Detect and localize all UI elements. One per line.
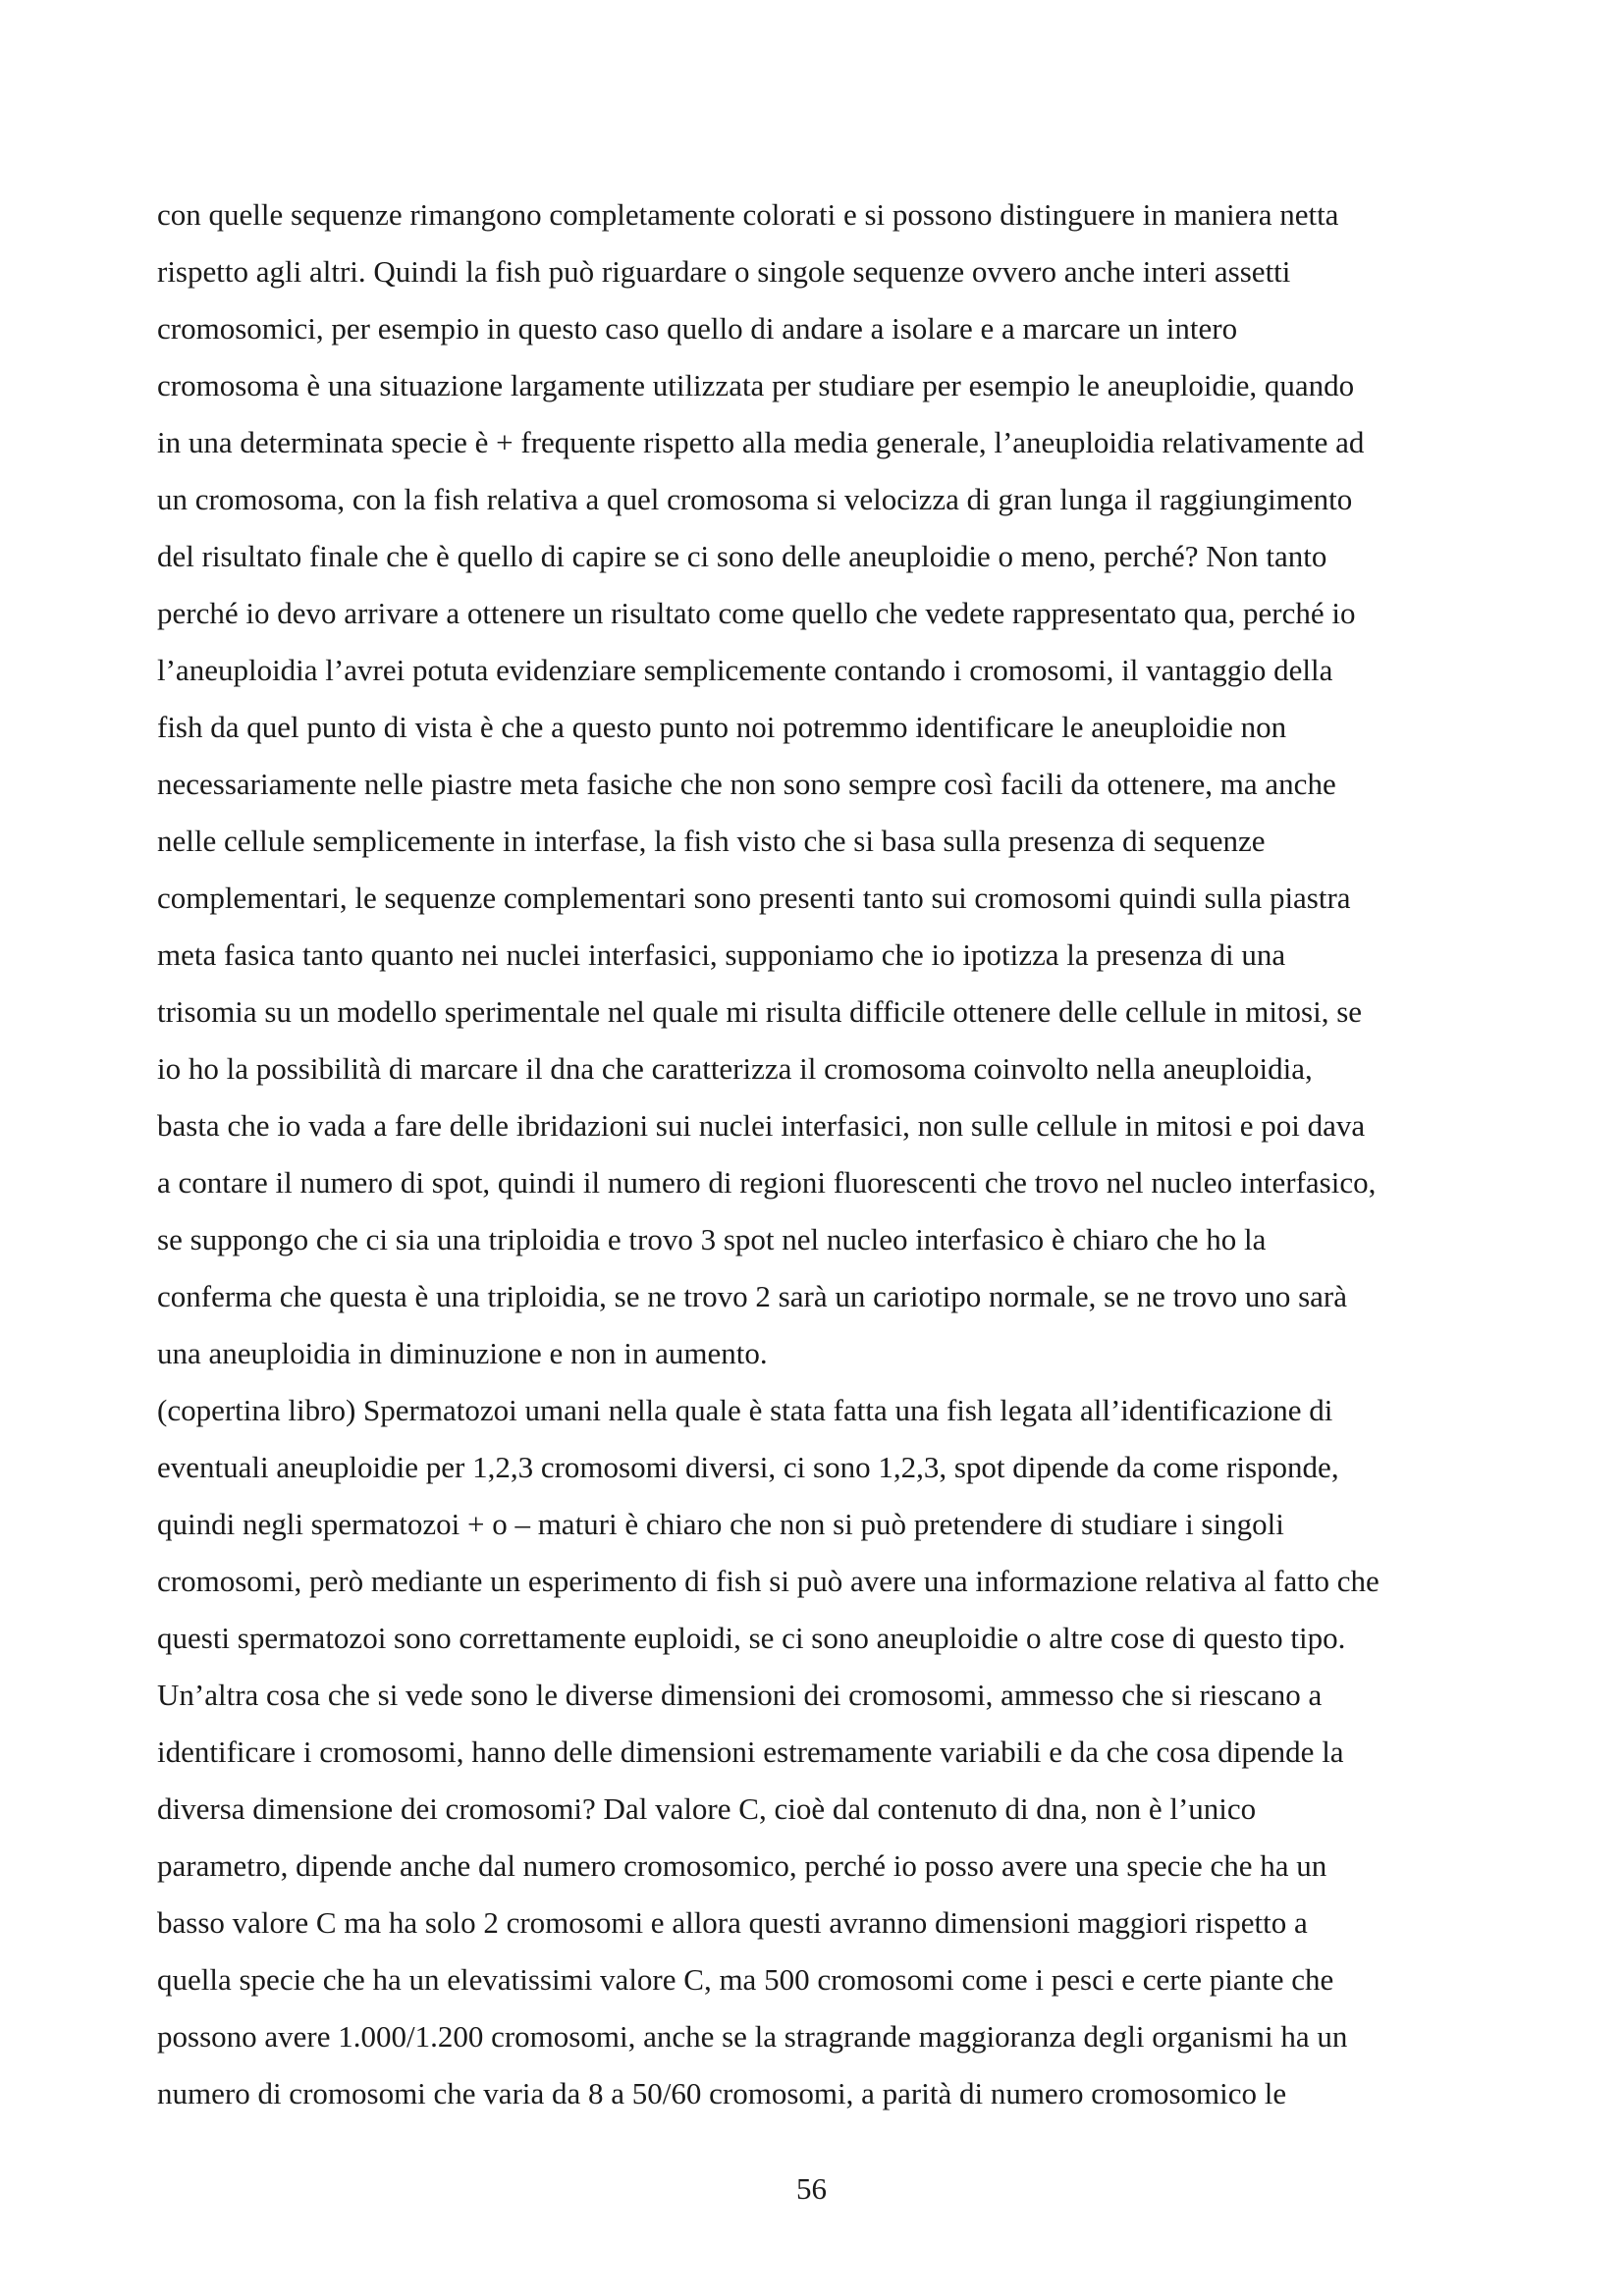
text-line: quella specie che ha un elevatissimi valore C, ma 500 cromosomi come i pesci e certe piante che: [157, 1962, 1334, 1997]
text-line: basta che io vada a fare delle ibridazioni sui nuclei interfasici, non sulle cellule in mitosi e poi dava: [157, 1108, 1366, 1143]
text-line: conferma che questa è una triploidia, se ne trovo 2 sarà un cariotipo normale, se ne trovo uno sarà: [157, 1279, 1348, 1313]
text-line: cromosomi, però mediante un esperimento di fish si può avere una informazione relativa al fatto che: [157, 1564, 1380, 1598]
text-line: perché io devo arrivare a ottenere un risultato come quello che vedete rappresentato qua, perché io: [157, 596, 1356, 630]
text-line: cromosomici, per esempio in questo caso quello di andare a isolare e a marcare un intero: [157, 311, 1238, 346]
text-line: parametro, dipende anche dal numero cromosomico, perché io posso avere una specie che ha un: [157, 1848, 1327, 1883]
text-line: numero di cromosomi che varia da 8 a 50/60 cromosomi, a parità di numero cromosomico le: [157, 2076, 1287, 2110]
text-line: quindi negli spermatozoi + o – maturi è chiaro che non si può pretendere di studiare i singoli: [157, 1507, 1284, 1541]
text-line: Un’altra cosa che si vede sono le diverse dimensioni dei cromosomi, ammesso che si riescano a: [157, 1678, 1323, 1712]
text-line: se suppongo che ci sia una triploidia e trovo 3 spot nel nucleo interfasico è chiaro che ho la: [157, 1222, 1267, 1256]
text-line: del risultato finale che è quello di capire se ci sono delle aneuploidie o meno, perché? Non tanto: [157, 539, 1327, 573]
text-line: questi spermatozoi sono correttamente euploidi, se ci sono aneuploidie o altre cose di questo tipo.: [157, 1621, 1346, 1655]
text-line: necessariamente nelle piastre meta fasiche che non sono sempre così facili da ottenere, ma anche: [157, 767, 1336, 801]
text-line: complementari, le sequenze complementari sono presenti tanto sui cromosomi quindi sulla piastra: [157, 881, 1351, 915]
text-line: meta fasica tanto quanto nei nuclei interfasici, supponiamo che io ipotizza la presenza di una: [157, 937, 1286, 972]
text-line: identificare i cromosomi, hanno delle dimensioni estremamente variabili e da che cosa dipende la: [157, 1735, 1344, 1769]
text-line: trisomia su un modello sperimentale nel quale mi risulta difficile ottenere delle cellule in mitosi, se: [157, 994, 1363, 1029]
text-line: l’aneuploidia l’avrei potuta evidenziare semplicemente contando i cromosomi, il vantaggio della: [157, 653, 1333, 687]
text-line: diversa dimensione dei cromosomi? Dal valore C, cioè dal contenuto di dna, non è l’unico: [157, 1791, 1257, 1826]
text-line: un cromosoma, con la fish relativa a quel cromosoma si velocizza di gran lunga il raggiungimento: [157, 482, 1353, 516]
text-line: eventuali aneuploidie per 1,2,3 cromosomi diversi, ci sono 1,2,3, spot dipende da come risponde,: [157, 1450, 1339, 1484]
text-line: cromosoma è una situazione largamente utilizzata per studiare per esempio le aneuploidie, quando: [157, 368, 1355, 402]
text-line: in una determinata specie è + frequente rispetto alla media generale, l’aneuploidia relativamente ad: [157, 425, 1365, 459]
text-line: io ho la possibilità di marcare il dna che caratterizza il cromosoma coinvolto nella aneuploidia,: [157, 1051, 1313, 1086]
text-line: a contare il numero di spot, quindi il numero di regioni fluorescenti che trovo nel nucleo interfasico,: [157, 1165, 1377, 1200]
text-line: basso valore C ma ha solo 2 cromosomi e allora questi avranno dimensioni maggiori rispetto a: [157, 1905, 1308, 1940]
text-line: rispetto agli altri. Quindi la fish può riguardare o singole sequenze ovvero anche interi assetti: [157, 254, 1291, 289]
text-line: (copertina libro) Spermatozoi umani nella quale è stata fatta una fish legata all’identificazione di: [157, 1393, 1333, 1427]
text-line: con quelle sequenze rimangono completamente colorati e si possono distinguere in maniera netta: [157, 197, 1339, 232]
text-line: una aneuploidia in diminuzione e non in aumento.: [157, 1336, 768, 1370]
text-line: nelle cellule semplicemente in interfase, la fish visto che si basa sulla presenza di sequenze: [157, 824, 1266, 858]
page-number: 56: [796, 2171, 827, 2206]
body-text: [157, 192, 1492, 2128]
text-line: fish da quel punto di vista è che a questo punto noi potremmo identificare le aneuploidie non: [157, 710, 1287, 744]
text-line: possono avere 1.000/1.200 cromosomi, anche se la stragrande maggioranza degli organismi ha un: [157, 2019, 1348, 2054]
